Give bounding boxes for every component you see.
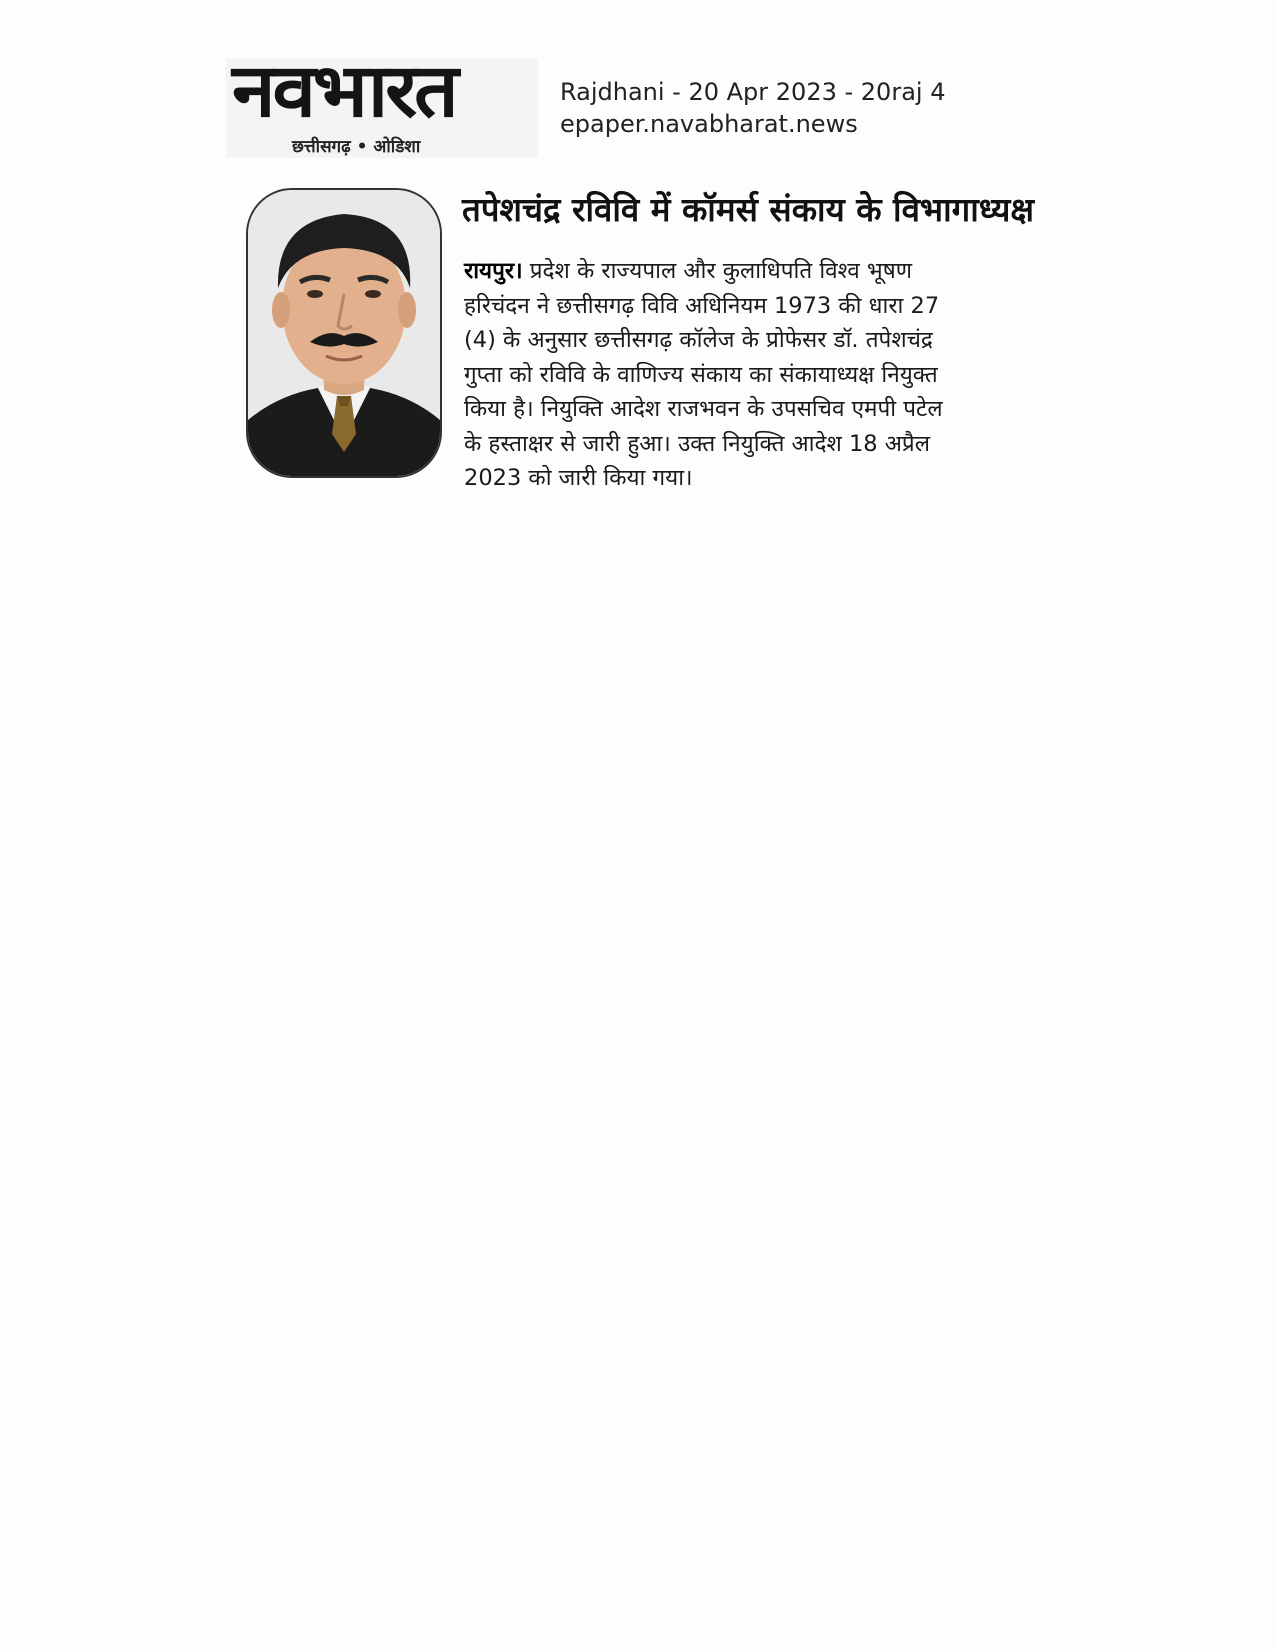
article-line-7: 2023 को जारी किया गया।	[464, 465, 693, 491]
edition-meta	[560, 76, 945, 140]
portrait-illustration	[248, 190, 440, 476]
portrait-photo	[246, 188, 442, 478]
article-line-1	[464, 254, 1044, 289]
article-line-2: हरिचंदन ने छत्तीसगढ़ विवि अधिनियम 1973 की धारा 27	[464, 292, 940, 319]
article-line-3: (4) के अनुसार छत्तीसगढ़ कॉलेज के प्रोफेसर डॉ. तपेशचंद्र	[464, 327, 933, 353]
website-text: epaper.navabharat.news	[560, 110, 858, 138]
newspaper-logo: नवभारत	[232, 48, 456, 134]
edition-line: Rajdhani - 20 Apr 2023 - 20raj 4	[560, 78, 946, 106]
article-line-4: गुप्ता को रविवि के वाणिज्य संकाय का संकायाध्यक्ष नियुक्त	[464, 361, 938, 388]
logo-tagline: छत्तीसगढ़ • ओडिशा	[292, 137, 421, 157]
article-dateline: रायपुर।	[464, 258, 523, 284]
article-line-5: किया है। नियुक्ति आदेश राजभवन के उपसचिव एमपी पटेल	[464, 396, 943, 422]
article-line-1-text: प्रदेश के राज्यपाल और कुलाधिपति विश्व भूषण	[522, 258, 912, 284]
article-line-6: के हस्ताक्षर से जारी हुआ। उक्त नियुक्ति आदेश 18 अप्रैल	[464, 430, 930, 457]
article-headline: तपेशचंद्र रविवि में कॉमर्स संकाय के विभागाध्यक्ष	[462, 190, 1035, 229]
newspaper-masthead	[226, 48, 538, 158]
article-body	[464, 254, 1044, 496]
